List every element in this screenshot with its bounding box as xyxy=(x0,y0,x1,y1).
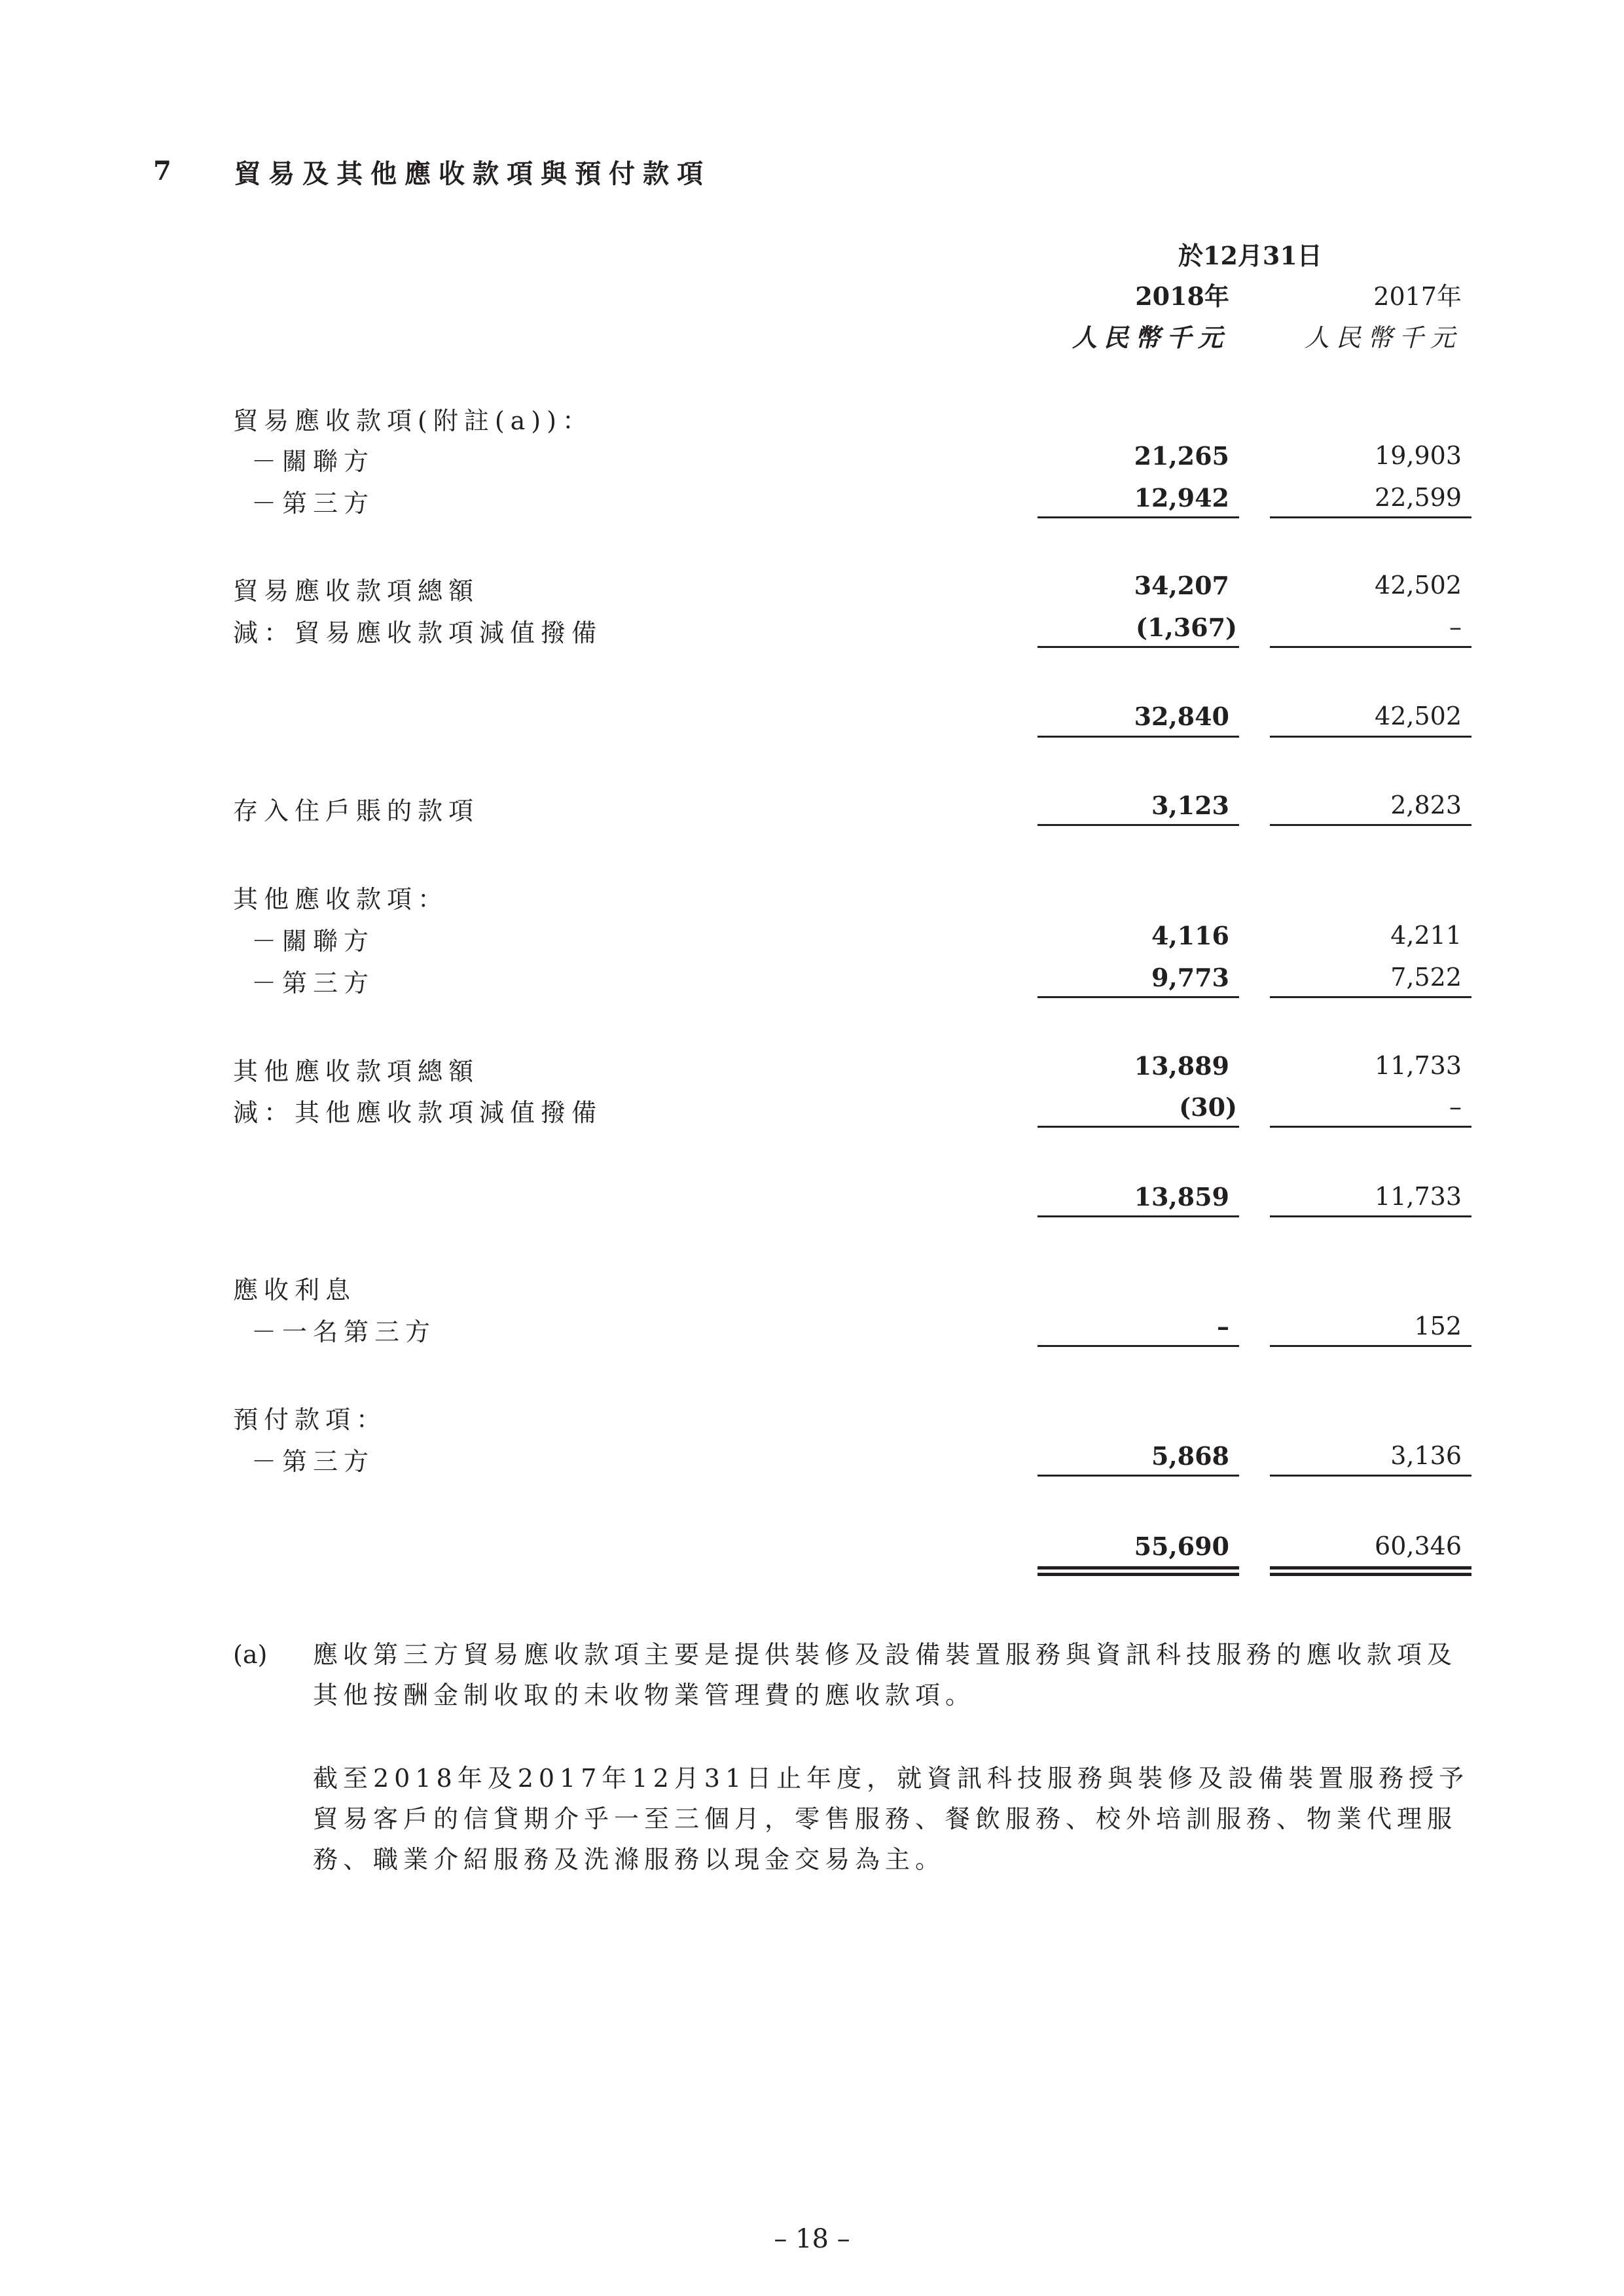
row-value-2018-other-gross: 13,889 xyxy=(1134,1051,1229,1081)
row-value-2017-trade-third: 22,599 xyxy=(1375,483,1462,512)
row-label-trade-gross: 貿易應收款項總額 xyxy=(233,577,480,605)
row-label-other-receivables: 其他應收款項： xyxy=(233,885,449,914)
row-value-2018-resident-accounts: 3,123 xyxy=(1151,791,1229,820)
subtotal-rule-2017 xyxy=(1270,1215,1471,1217)
subtotal-rule-2017 xyxy=(1270,736,1471,738)
subtotal-rule-2017 xyxy=(1270,1126,1471,1128)
subtotal-rule-2017 xyxy=(1270,646,1471,648)
header-unit-2017: 人民幣千元 xyxy=(1304,323,1462,352)
total-double-rule-2017-bottom xyxy=(1270,1573,1471,1576)
row-value-2018-interest-third: – xyxy=(1217,1312,1229,1341)
total-double-rule-2017-top xyxy=(1270,1566,1471,1570)
row-value-2017-prepayments-third: 3,136 xyxy=(1390,1441,1462,1470)
row-value-2017-other-impairment: – xyxy=(1449,1092,1462,1121)
row-label-prepayments-third: －第三方 xyxy=(251,1447,375,1476)
note-marker: (a) xyxy=(233,1640,268,1669)
row-label-other-related: －關聯方 xyxy=(251,927,375,956)
row-value-2017-interest-third: 152 xyxy=(1414,1312,1462,1340)
header-date: 於12月31日 xyxy=(1178,241,1322,270)
page-number: – 18 – xyxy=(774,2224,850,2254)
subtotal-rule-2018 xyxy=(1038,736,1239,738)
row-label-other-gross: 其他應收款項總額 xyxy=(233,1057,480,1086)
section-title: 貿易及其他應收款項與預付款項 xyxy=(234,158,711,189)
subtotal-rule-2017 xyxy=(1270,516,1471,518)
row-value-2018-other-impairment: (30) xyxy=(1179,1092,1237,1122)
row-value-2018-other-net: 13,859 xyxy=(1134,1182,1229,1211)
row-value-2017-grand-total: 60,346 xyxy=(1375,1532,1462,1560)
row-value-2017-trade-net: 42,502 xyxy=(1375,702,1462,730)
row-label-other-impairment: 減：其他應收款項減值撥備 xyxy=(233,1098,603,1127)
row-value-2018-grand-total: 55,690 xyxy=(1134,1532,1229,1561)
subtotal-rule-2018 xyxy=(1038,1126,1239,1128)
subtotal-rule-2018 xyxy=(1038,1475,1239,1477)
subtotal-rule-2017 xyxy=(1270,824,1471,826)
row-label-trade-impairment: 減：貿易應收款項減值撥備 xyxy=(233,619,603,647)
section-number: 7 xyxy=(153,156,171,187)
row-value-2017-other-net: 11,733 xyxy=(1375,1182,1462,1211)
row-value-2018-other-related: 4,116 xyxy=(1151,921,1229,950)
subtotal-rule-2018 xyxy=(1038,646,1239,648)
row-label-trade-receivables: 貿易應收款項(附註(a))： xyxy=(233,406,593,435)
row-value-2018-prepayments-third: 5,868 xyxy=(1151,1441,1229,1471)
row-label-trade-third: －第三方 xyxy=(251,489,375,518)
row-value-2017-other-gross: 11,733 xyxy=(1375,1051,1462,1080)
row-value-2017-trade-related: 19,903 xyxy=(1375,441,1462,470)
row-value-2017-other-related: 4,211 xyxy=(1390,921,1462,950)
note-paragraph-1: 應收第三方貿易應收款項主要是提供裝修及設備裝置服務與資訊科技服務的應收款項及其他按酬金制收取的未收物業管理費的應收款項。 xyxy=(313,1640,1458,1710)
subtotal-rule-2018 xyxy=(1038,996,1239,998)
row-value-2018-trade-gross: 34,207 xyxy=(1134,571,1229,600)
header-unit-2018: 人民幣千元 xyxy=(1072,323,1229,352)
row-value-2018-other-third: 9,773 xyxy=(1151,963,1229,992)
note-paragraph-2: 截至2018年及2017年12月31日止年度，就資訊科技服務與裝修及設備裝置服務授予貿易客戶的信貸期介乎一至三個月，零售服務、餐飲服務、校外培訓服務、物業代理服務、職業介紹服務及洗滌服務以現金交易為主。 xyxy=(313,1764,1470,1874)
subtotal-rule-2018 xyxy=(1038,1345,1239,1347)
subtotal-rule-2017 xyxy=(1270,1475,1471,1477)
row-value-2018-trade-related: 21,265 xyxy=(1134,441,1229,471)
subtotal-rule-2018 xyxy=(1038,824,1239,826)
row-value-2018-trade-third: 12,942 xyxy=(1134,483,1229,512)
total-double-rule-2018-bottom xyxy=(1038,1573,1239,1576)
row-value-2018-trade-impairment: (1,367) xyxy=(1136,613,1237,642)
subtotal-rule-2018 xyxy=(1038,516,1239,518)
row-value-2017-resident-accounts: 2,823 xyxy=(1390,791,1462,819)
subtotal-rule-2018 xyxy=(1038,1215,1239,1217)
total-double-rule-2018-top xyxy=(1038,1566,1239,1570)
row-label-prepayments: 預付款項： xyxy=(233,1405,388,1434)
subtotal-rule-2017 xyxy=(1270,1345,1471,1347)
subtotal-rule-2017 xyxy=(1270,996,1471,998)
row-label-trade-related: －關聯方 xyxy=(251,447,375,476)
row-label-resident-accounts: 存入住戶賬的款項 xyxy=(233,797,480,825)
row-value-2018-trade-net: 32,840 xyxy=(1134,702,1229,731)
header-year-2018: 2018年 xyxy=(1135,281,1229,311)
row-value-2017-other-third: 7,522 xyxy=(1390,963,1462,992)
header-year-2017: 2017年 xyxy=(1373,282,1462,311)
row-label-interest-receivable: 應收利息 xyxy=(233,1276,357,1304)
row-label-other-third: －第三方 xyxy=(251,969,375,997)
row-label-interest-third: －一名第三方 xyxy=(251,1318,437,1346)
row-value-2017-trade-gross: 42,502 xyxy=(1375,571,1462,600)
row-value-2017-trade-impairment: – xyxy=(1449,613,1462,641)
